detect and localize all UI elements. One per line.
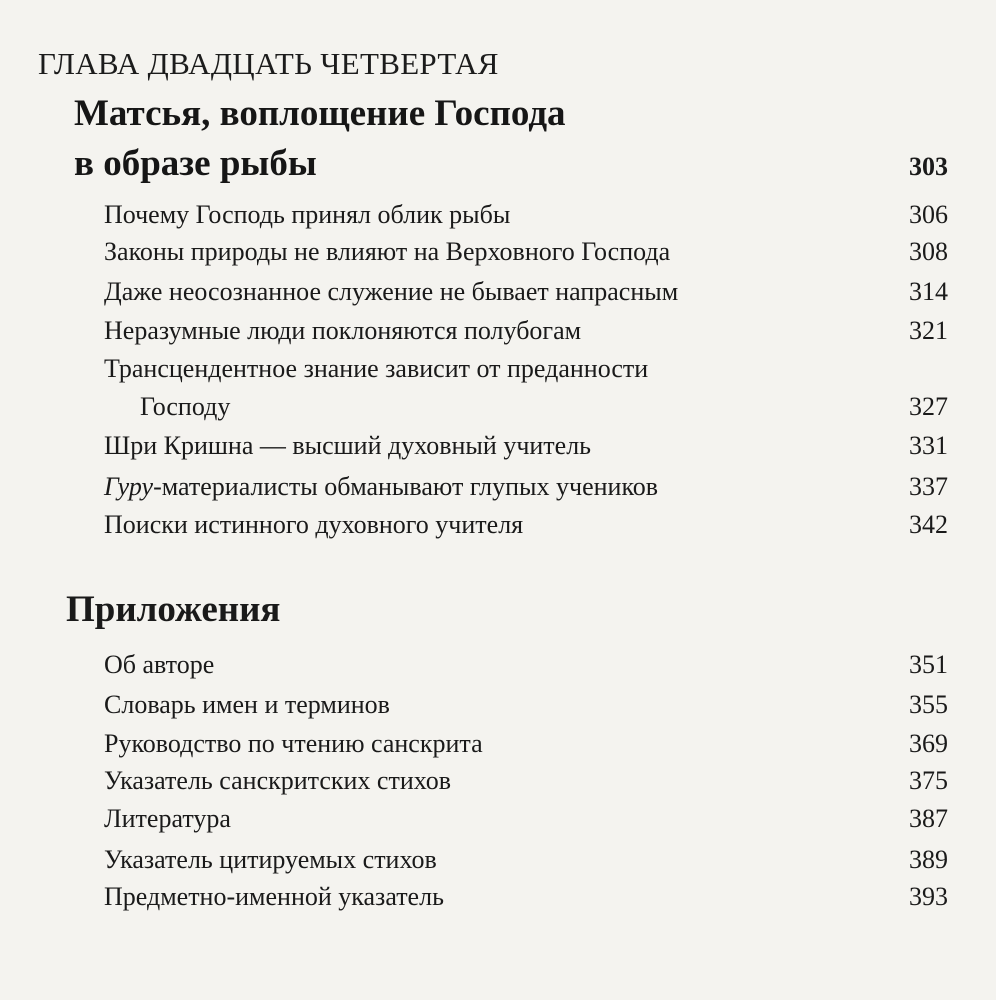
chapter-title-line2: в образе рыбы xyxy=(74,143,317,184)
toc-entry-title: Указатель цитируемых стихов xyxy=(104,845,437,874)
toc-entry-title: Законы природы не влияют на Верховного Господа xyxy=(104,237,671,266)
toc-entry-page: 389 xyxy=(909,845,948,874)
toc-entry-title: Неразумные люди поклоняются полубогам xyxy=(104,316,582,345)
toc-entry[interactable] xyxy=(104,235,948,269)
toc-entry-page: 375 xyxy=(909,766,948,795)
toc-entry[interactable] xyxy=(104,802,948,836)
toc-entry-title: Литература xyxy=(104,804,231,833)
toc-entry[interactable] xyxy=(104,470,948,504)
toc-entry-page: 314 xyxy=(909,277,948,306)
appendix-title: Приложения xyxy=(66,589,281,630)
toc-entry[interactable] xyxy=(104,352,948,386)
chapter-page-number: 303 xyxy=(909,152,948,181)
toc-entry-continuation[interactable] xyxy=(104,390,948,424)
toc-entry-title: Даже неосознанное служение не бывает напрасным xyxy=(104,277,679,306)
toc-entry-page: 387 xyxy=(909,804,948,833)
toc-entry-title: Об авторе xyxy=(104,650,215,679)
toc-entry-title: Указатель санскритских стихов xyxy=(104,766,452,795)
toc-entry[interactable] xyxy=(104,648,948,682)
toc-entry-title xyxy=(104,470,658,504)
toc-entry-page: 355 xyxy=(909,690,948,719)
chapter-label: ГЛАВА ДВАДЦАТЬ ЧЕТВЕРТАЯ xyxy=(38,46,499,81)
toc-entry-title: Руководство по чтению санскрита xyxy=(104,729,483,758)
toc-entry[interactable] xyxy=(104,764,948,798)
toc-entry[interactable] xyxy=(104,275,948,309)
toc-entry-page: 393 xyxy=(909,882,948,911)
toc-entry-page: 327 xyxy=(909,392,948,421)
toc-entry[interactable] xyxy=(104,880,948,914)
toc-entry-page: 331 xyxy=(909,431,948,460)
toc-entry[interactable] xyxy=(104,843,948,877)
toc-entry-page: 321 xyxy=(909,316,948,345)
toc-entry-page: 337 xyxy=(909,472,948,501)
toc-entry[interactable] xyxy=(104,429,948,463)
toc-entry[interactable] xyxy=(104,688,948,722)
toc-entry-page: 351 xyxy=(909,650,948,679)
toc-entry-page: 342 xyxy=(909,510,948,539)
toc-entry-title-rest: -материалисты обманывают глупых учеников xyxy=(153,472,659,501)
toc-entry-page: 308 xyxy=(909,237,948,266)
toc-entry[interactable] xyxy=(104,727,948,761)
toc-entry-page: 369 xyxy=(909,729,948,758)
toc-entry-title: Шри Кришна — высший духовный учитель xyxy=(104,431,592,460)
toc-entry-title: Трансцендентное знание зависит от преданности xyxy=(104,354,649,383)
toc-entry-title: Предметно-именной указатель xyxy=(104,882,444,911)
toc-entry-title: Почему Господь принял облик рыбы xyxy=(104,200,511,229)
toc-entry-italic-word: Гуру xyxy=(104,472,154,501)
toc-entry-page: 306 xyxy=(909,200,948,229)
toc-entry[interactable] xyxy=(104,508,948,542)
toc-entry-title: Словарь имен и терминов xyxy=(104,690,390,719)
chapter-title-line1: Матсья, воплощение Господа xyxy=(74,93,566,134)
toc-entry[interactable] xyxy=(104,314,948,348)
toc-entry-title: Поиски истинного духовного учителя xyxy=(104,510,524,539)
toc-entry[interactable] xyxy=(104,198,948,232)
toc-entry-title: Господу xyxy=(140,392,231,421)
